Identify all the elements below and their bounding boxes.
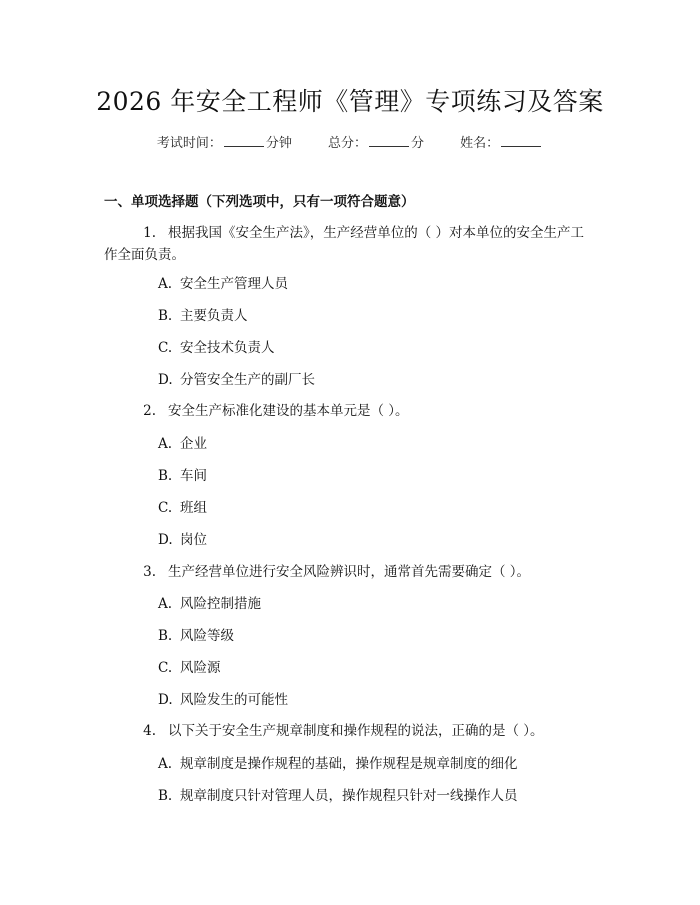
time-label: 考试时间：	[156, 136, 222, 151]
option-3b: B. 风险等级	[158, 628, 234, 644]
question-number: 4.	[143, 723, 156, 739]
question-3	[104, 561, 594, 583]
question-2	[104, 400, 594, 422]
option-4a: A. 规章制度是操作规程的基础，操作规程是规章制度的细化	[158, 756, 518, 772]
option-3d: D. 风险发生的可能性	[158, 692, 288, 708]
question-stem	[104, 400, 594, 422]
section-heading: 一、单项选择题（下列选项中，只有一项符合题意）	[104, 194, 415, 210]
time-unit: 分钟	[265, 136, 292, 151]
option-1d: D. 分管安全生产的副厂长	[158, 372, 315, 388]
score-blank	[369, 134, 409, 147]
page-title: 2026 年安全工程师《管理》专项练习及答案	[96, 87, 604, 116]
question-number: 3.	[143, 564, 156, 580]
question-text-continued: 作全面负责。	[104, 247, 185, 263]
question-4	[104, 720, 594, 742]
question-number: 2.	[143, 403, 156, 419]
option-1c: C. 安全技术负责人	[158, 340, 275, 356]
exam-name	[460, 132, 543, 151]
option-2d: D. 岗位	[158, 532, 207, 548]
question-text: 安全生产标准化建设的基本单元是（ ）。	[168, 403, 409, 419]
question-number: 1.	[143, 225, 156, 241]
question-1	[104, 222, 594, 266]
exam-meta	[0, 132, 700, 151]
option-1a: A. 安全生产管理人员	[158, 276, 288, 292]
option-2a: A. 企业	[158, 436, 207, 452]
option-3a: A. 风险控制措施	[158, 596, 261, 612]
exam-time	[157, 132, 292, 151]
question-stem	[104, 222, 594, 244]
score-unit: 分	[411, 136, 425, 151]
question-text: 以下关于安全生产规章制度和操作规程的说法，正确的是（ ）。	[168, 723, 544, 739]
option-2b: B. 车间	[158, 468, 207, 484]
question-text: 根据我国《安全生产法》，生产经营单位的（ ）对本单位的安全生产工	[168, 225, 585, 241]
option-3c: C. 风险源	[158, 660, 221, 676]
option-2c: C. 班组	[158, 500, 207, 516]
name-blank	[501, 134, 541, 147]
score-label: 总分：	[327, 136, 367, 151]
question-stem	[104, 561, 594, 583]
time-blank	[224, 134, 264, 147]
option-4b: B. 规章制度只针对管理人员，操作规程只针对一线操作人员	[158, 788, 518, 804]
exam-score	[328, 132, 424, 151]
question-text: 生产经营单位进行安全风险辨识时，通常首先需要确定（ ）。	[168, 564, 531, 580]
question-stem	[104, 720, 594, 742]
option-1b: B. 主要负责人	[158, 308, 248, 324]
name-label: 姓名：	[460, 136, 500, 151]
